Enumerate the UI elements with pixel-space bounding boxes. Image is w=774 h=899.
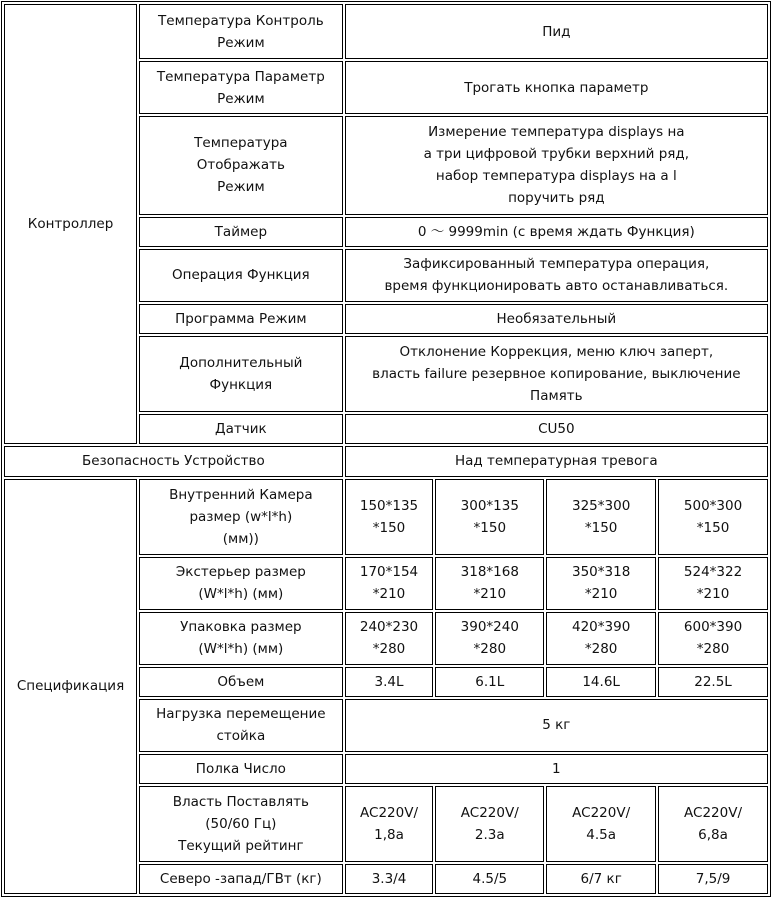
param-label: Операция Функция (139, 249, 343, 302)
param-label: Температура Отображать Режим (139, 116, 343, 215)
param-value: 390*240 *280 (435, 612, 544, 665)
param-value: 524*322 *210 (658, 557, 768, 610)
safety-label: Безопасность Устройство (4, 446, 343, 477)
section-label-spec: Спецификация (4, 479, 137, 894)
param-value: 318*168 *210 (435, 557, 544, 610)
param-value: 240*230 *280 (345, 612, 434, 665)
param-value: 0 ～ 9999min (с время ждать Функция) (345, 217, 768, 247)
table-row (4, 4, 768, 59)
param-label: Полка Число (139, 754, 343, 784)
param-value: 3.3/4 (345, 864, 434, 894)
table-row (4, 446, 768, 477)
param-value: 22.5L (658, 667, 768, 697)
param-value: AC220V/ 1,8a (345, 786, 434, 862)
param-value: 6/7 кг (546, 864, 656, 894)
param-label: Температура Контроль Режим (139, 4, 343, 59)
param-label: Температура Параметр Режим (139, 61, 343, 114)
param-value: AC220V/ 6,8a (658, 786, 768, 862)
param-value: 420*390 *280 (546, 612, 656, 665)
section-label-controller: Контроллер (4, 4, 137, 444)
param-value: 14.6L (546, 667, 656, 697)
param-label: Экстерьер размер (W*l*h) (мм) (139, 557, 343, 610)
param-label: Объем (139, 667, 343, 697)
param-value: 170*154 *210 (345, 557, 434, 610)
param-label: Упаковка размер (W*l*h) (мм) (139, 612, 343, 665)
param-value: 1 (345, 754, 768, 784)
param-value: 325*300 *150 (546, 479, 656, 555)
param-label: Внутренний Камера размер (w*l*h) (мм)) (139, 479, 343, 555)
safety-value: Над температурная тревога (345, 446, 768, 477)
param-value: Необязательный (345, 304, 768, 334)
param-value: 4.5/5 (435, 864, 544, 894)
param-label: Датчик (139, 414, 343, 444)
param-label: Дополнительный Функция (139, 336, 343, 412)
specification-table (1, 1, 771, 897)
param-label: Власть Поставлять (50/60 Гц) Текущий рейтинг (139, 786, 343, 862)
param-value: Отклонение Коррекция, меню ключ заперт, власть failure резервное копирование, выключение Память (345, 336, 768, 412)
param-value: AC220V/ 2.3a (435, 786, 544, 862)
table-row (4, 479, 768, 555)
param-value: Трогать кнопка параметр (345, 61, 768, 114)
param-label: Северо -запад/ГВт (кг) (139, 864, 343, 894)
param-value: AC220V/ 4.5a (546, 786, 656, 862)
param-label: Программа Режим (139, 304, 343, 334)
param-value: 600*390 *280 (658, 612, 768, 665)
param-value: CU50 (345, 414, 768, 444)
param-value: 7,5/9 (658, 864, 768, 894)
param-value: 3.4L (345, 667, 434, 697)
param-value: 300*135 *150 (435, 479, 544, 555)
param-value: 150*135 *150 (345, 479, 434, 555)
param-value: Измерение температура displays на а три цифровой трубки верхний ряд, набор температура displays на а l поручить ряд (345, 116, 768, 215)
param-label: Нагрузка перемещение стойка (139, 699, 343, 752)
param-value: 500*300 *150 (658, 479, 768, 555)
param-value: 5 кг (345, 699, 768, 752)
param-label: Таймер (139, 217, 343, 247)
param-value: 6.1L (435, 667, 544, 697)
param-value: Зафиксированный температура операция, время функционировать авто останавливаться. (345, 249, 768, 302)
param-value: Пид (345, 4, 768, 59)
param-value: 350*318 *210 (546, 557, 656, 610)
